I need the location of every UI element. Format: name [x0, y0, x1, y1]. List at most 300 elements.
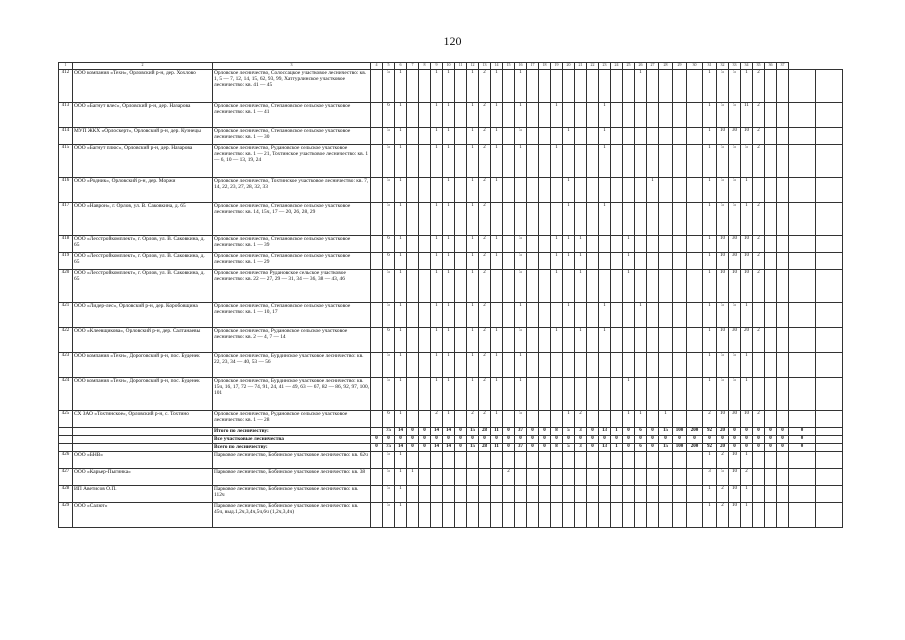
organization-cell: МУП ЖКХ «Орлоскерт», Орловский р-н, дер. Кузнецы [73, 128, 213, 145]
value-cell: 1 [563, 411, 575, 428]
value-cell: 1 [599, 103, 611, 128]
column-number: 18 [539, 63, 551, 70]
value-cell: 0 [467, 436, 479, 444]
value-cell: 5 [563, 428, 575, 436]
value-cell [623, 303, 635, 328]
value-cell [539, 303, 551, 328]
value-cell: 1 [551, 145, 563, 178]
value-cell: 1 [395, 253, 407, 270]
value-cell [407, 70, 419, 103]
value-cell [687, 486, 703, 503]
value-cell: 0 [443, 436, 455, 444]
value-cell [659, 70, 673, 103]
value-cell: 0 [479, 436, 491, 444]
summary-label: Все участковые лесничества [213, 436, 371, 444]
value-cell [551, 469, 563, 486]
value-cell [659, 378, 673, 411]
value-cell [551, 452, 563, 469]
value-cell: 0 [419, 428, 431, 436]
value-cell [623, 353, 635, 378]
value-cell [659, 128, 673, 145]
value-cell: 1 [395, 452, 407, 469]
value-cell [503, 145, 515, 178]
value-cell [551, 353, 563, 378]
value-cell [599, 270, 611, 303]
column-number: 12 [467, 63, 479, 70]
value-cell [419, 270, 431, 303]
value-cell [611, 378, 623, 411]
value-cell [539, 70, 551, 103]
value-cell [753, 486, 765, 503]
value-cell [527, 486, 539, 503]
value-cell [789, 178, 816, 203]
value-cell [765, 253, 777, 270]
value-cell: 0 [635, 436, 647, 444]
value-cell [563, 353, 575, 378]
column-number: 30 [687, 63, 703, 70]
value-cell [407, 411, 419, 428]
value-cell [539, 486, 551, 503]
row-number: 426 [59, 452, 73, 469]
row-number [59, 428, 73, 436]
organization-cell: ООО компания «Техн», Дороговский р-н, пос. Буденек [73, 378, 213, 411]
value-cell: 0 [407, 428, 419, 436]
value-cell: 1 [563, 253, 575, 270]
value-cell [575, 353, 587, 378]
value-cell: 1 [431, 128, 443, 145]
value-cell [789, 303, 816, 328]
value-cell [659, 103, 673, 128]
value-cell [611, 411, 623, 428]
value-cell [789, 503, 816, 528]
value-cell: 1 [395, 178, 407, 203]
value-cell [635, 452, 647, 469]
value-cell [407, 303, 419, 328]
value-cell [407, 378, 419, 411]
value-cell [623, 103, 635, 128]
location-cell: Орловское лесничество, Солоссацкое участковое лесничество: кв. 1, 5 — 7, 12, 14, 15, 62, 93, 99, Хатгурлинское участковое лесничество: кв. 41 — 45 [213, 70, 371, 103]
value-cell [816, 270, 843, 303]
value-cell [527, 253, 539, 270]
column-number: 7 [407, 63, 419, 70]
value-cell: 1 [431, 303, 443, 328]
value-cell: 0 [539, 428, 551, 436]
value-cell: 5 [383, 353, 395, 378]
value-cell: 1 [491, 411, 503, 428]
value-cell [599, 353, 611, 378]
value-cell: 30 [729, 128, 741, 145]
value-cell [575, 486, 587, 503]
value-cell [539, 452, 551, 469]
value-cell [419, 486, 431, 503]
organization-cell: ООО «Карьер-Пыгинка» [73, 469, 213, 486]
value-cell: 37 [515, 428, 527, 436]
value-cell [659, 236, 673, 253]
value-cell: 1 [467, 128, 479, 145]
value-cell: 1 [635, 70, 647, 103]
value-cell [673, 411, 687, 428]
value-cell: 0 [777, 444, 789, 452]
value-cell: 1 [395, 469, 407, 486]
value-cell: 2 [753, 236, 765, 253]
value-cell: 5 [515, 328, 527, 353]
value-cell: 1 [575, 270, 587, 303]
row-number: 427 [59, 469, 73, 486]
value-cell: 0 [789, 436, 816, 444]
row-number: 420 [59, 270, 73, 303]
value-cell [503, 303, 515, 328]
value-cell [659, 178, 673, 203]
value-cell: 0 [717, 436, 729, 444]
organization-cell: ООО компания «Техн», Орловский р-н, дер. Хохлово [73, 70, 213, 103]
value-cell [527, 378, 539, 411]
value-cell: 10 [741, 411, 753, 428]
value-cell: 15 [659, 428, 673, 436]
value-cell [503, 103, 515, 128]
value-cell: 0 [491, 436, 503, 444]
value-cell: 0 [371, 436, 383, 444]
value-cell [587, 70, 599, 103]
value-cell [687, 178, 703, 203]
column-number: 26 [635, 63, 647, 70]
value-cell [777, 328, 789, 353]
value-cell [431, 452, 443, 469]
value-cell [575, 503, 587, 528]
value-cell: 2 [753, 270, 765, 303]
value-cell [467, 452, 479, 469]
column-number: 21 [575, 63, 587, 70]
value-cell [635, 128, 647, 145]
value-cell [539, 236, 551, 253]
value-cell: 0 [587, 436, 599, 444]
value-cell: 0 [539, 436, 551, 444]
table-row [59, 253, 843, 270]
value-cell [765, 70, 777, 103]
value-cell: 1 [659, 411, 673, 428]
value-cell [515, 486, 527, 503]
value-cell [503, 128, 515, 145]
location-cell: Орловское лесничество, Рудановское сельское участковое лесничество: кв. 2 — 4, 7 — 14 [213, 328, 371, 353]
column-number: 11 [455, 63, 467, 70]
value-cell [539, 411, 551, 428]
table-row [59, 503, 843, 528]
value-cell [455, 145, 467, 178]
value-cell: 0 [431, 436, 443, 444]
value-cell [455, 411, 467, 428]
value-cell [789, 469, 816, 486]
column-number: 25 [623, 63, 635, 70]
column-number: 14 [491, 63, 503, 70]
value-cell [563, 486, 575, 503]
value-cell: 5 [717, 203, 729, 236]
value-cell [539, 203, 551, 236]
value-cell [539, 353, 551, 378]
value-cell: 1 [623, 411, 635, 428]
value-cell: 0 [659, 436, 673, 444]
value-cell: 0 [729, 444, 741, 452]
value-cell: 1 [599, 145, 611, 178]
value-cell [455, 270, 467, 303]
value-cell: 5 [729, 353, 741, 378]
value-cell [371, 428, 383, 436]
column-number: 24 [611, 63, 623, 70]
value-cell [551, 503, 563, 528]
value-cell: 0 [611, 436, 623, 444]
value-cell [455, 353, 467, 378]
value-cell: 1 [599, 203, 611, 236]
value-cell [623, 145, 635, 178]
value-cell [527, 178, 539, 203]
value-cell: 1 [551, 328, 563, 353]
value-cell [687, 411, 703, 428]
column-number: 3 [213, 63, 371, 70]
value-cell [371, 203, 383, 236]
value-cell: 92 [703, 444, 717, 452]
value-cell: 0 [587, 428, 599, 436]
value-cell [419, 378, 431, 411]
value-cell [455, 328, 467, 353]
value-cell [777, 145, 789, 178]
value-cell [407, 353, 419, 378]
value-cell: 30 [729, 253, 741, 270]
value-cell: 20 [717, 428, 729, 436]
value-cell: 1 [467, 328, 479, 353]
value-cell: 1 [443, 128, 455, 145]
value-cell: 0 [673, 436, 687, 444]
value-cell [455, 203, 467, 236]
value-cell: 2 [753, 328, 765, 353]
value-cell [419, 103, 431, 128]
value-cell [687, 469, 703, 486]
value-cell: 0 [455, 436, 467, 444]
value-cell [491, 270, 503, 303]
value-cell: 0 [647, 428, 659, 436]
value-cell [635, 270, 647, 303]
value-cell [575, 469, 587, 486]
value-cell [527, 411, 539, 428]
value-cell [687, 103, 703, 128]
value-cell: 1 [551, 253, 563, 270]
value-cell [587, 236, 599, 253]
value-cell: 2 [753, 128, 765, 145]
location-cell: Орловское лесничество, Степановское сельское участковое лесничество: кв. 1 — 10, 17 [213, 303, 371, 328]
organization-cell: ООО «Родник», Орловский р-н, дер. Моржи [73, 178, 213, 203]
value-cell: 0 [539, 444, 551, 452]
value-cell: 2 [479, 203, 491, 236]
value-cell: 6 [383, 411, 395, 428]
value-cell: 1 [515, 70, 527, 103]
column-number: 27 [647, 63, 659, 70]
value-cell: 2 [479, 236, 491, 253]
value-cell [765, 469, 777, 486]
value-cell [503, 486, 515, 503]
value-cell: 2 [753, 253, 765, 270]
location-cell: Парковое лесничество, Бобинское участковое лесничество: кв. 45ч, выд.1,2ч,3,4ч,5ч,6ч (1,2ч,3,4ч) [213, 503, 371, 528]
value-cell [816, 236, 843, 253]
value-cell: 2 [753, 145, 765, 178]
value-cell: 0 [503, 428, 515, 436]
value-cell: 5 [383, 303, 395, 328]
value-cell: 0 [647, 436, 659, 444]
value-cell [816, 444, 843, 452]
value-cell: 1 [443, 378, 455, 411]
value-cell: 1 [443, 145, 455, 178]
value-cell [647, 303, 659, 328]
column-number: 34 [741, 63, 753, 70]
value-cell [503, 178, 515, 203]
value-cell [527, 236, 539, 253]
value-cell: 1 [563, 303, 575, 328]
value-cell [753, 378, 765, 411]
value-cell [587, 353, 599, 378]
value-cell [371, 328, 383, 353]
value-cell: 0 [455, 444, 467, 452]
column-number: 36 [765, 63, 777, 70]
value-cell [816, 436, 843, 444]
row-number: 413 [59, 103, 73, 128]
value-cell [623, 178, 635, 203]
value-cell [599, 178, 611, 203]
value-cell: 1 [741, 353, 753, 378]
value-cell [789, 353, 816, 378]
value-cell: 0 [419, 436, 431, 444]
value-cell [611, 469, 623, 486]
table-row [59, 178, 843, 203]
register-table [58, 62, 843, 528]
value-cell [419, 253, 431, 270]
value-cell: 5 [717, 378, 729, 411]
value-cell [407, 503, 419, 528]
value-cell: 10 [741, 128, 753, 145]
value-cell [587, 303, 599, 328]
value-cell [455, 103, 467, 128]
value-cell: 1 [703, 303, 717, 328]
value-cell [673, 178, 687, 203]
value-cell: 0 [623, 428, 635, 436]
value-cell: 1 [491, 236, 503, 253]
value-cell: 2 [503, 469, 515, 486]
value-cell: 1 [395, 503, 407, 528]
value-cell [455, 70, 467, 103]
value-cell: 10 [717, 270, 729, 303]
value-cell: 1 [467, 253, 479, 270]
value-cell: 0 [765, 444, 777, 452]
value-cell [503, 270, 515, 303]
location-cell: Орловское лесничество, Рудановское сельское участковое лесничество: кв. 1 — 28 [213, 411, 371, 428]
summary-row [59, 428, 843, 436]
value-cell: 5 [383, 145, 395, 178]
value-cell [647, 203, 659, 236]
value-cell [407, 328, 419, 353]
value-cell: 1 [395, 70, 407, 103]
value-cell: 1 [515, 145, 527, 178]
value-cell [623, 128, 635, 145]
value-cell: 5 [383, 203, 395, 236]
value-cell [539, 270, 551, 303]
value-cell: 1 [467, 236, 479, 253]
value-cell: 5 [717, 103, 729, 128]
location-cell: Парковое лесничество, Бобинское участковое лесничество: кв. 112ч [213, 486, 371, 503]
value-cell [777, 178, 789, 203]
organization-cell: ООО «Лесстройкомплект», г. Орлов, ул. В. Саковкина, д. 65 [73, 270, 213, 303]
value-cell: 0 [729, 436, 741, 444]
value-cell [455, 253, 467, 270]
value-cell [611, 178, 623, 203]
value-cell [587, 469, 599, 486]
location-cell: Орловское лесничество, Бурдинское участковое лесничество: кв. 22, 23, 34 — 40, 53 — 56 [213, 353, 371, 378]
value-cell: 5 [717, 70, 729, 103]
value-cell [777, 411, 789, 428]
value-cell [687, 503, 703, 528]
location-cell: Парковое лесничество, Бобинское участковое лесничество: кв. 38 [213, 469, 371, 486]
value-cell [765, 203, 777, 236]
value-cell [407, 178, 419, 203]
value-cell [816, 103, 843, 128]
value-cell: 5 [383, 469, 395, 486]
value-cell [587, 378, 599, 411]
value-cell: 1 [563, 236, 575, 253]
value-cell: 5 [717, 353, 729, 378]
value-cell [371, 128, 383, 145]
value-cell [419, 452, 431, 469]
value-cell [765, 145, 777, 178]
summary-row [59, 444, 843, 452]
value-cell [527, 353, 539, 378]
row-number: 423 [59, 353, 73, 378]
value-cell [371, 353, 383, 378]
value-cell [539, 503, 551, 528]
value-cell: 28 [479, 444, 491, 452]
value-cell [407, 452, 419, 469]
value-cell [623, 452, 635, 469]
value-cell: 1 [575, 236, 587, 253]
value-cell: 0 [753, 444, 765, 452]
column-number: 6 [395, 63, 407, 70]
value-cell [659, 328, 673, 353]
row-number: 421 [59, 303, 73, 328]
value-cell [673, 328, 687, 353]
location-cell: Орловское лесничество, Степановское сельское участковое лесничество: кв. 1 — 30 [213, 128, 371, 145]
value-cell: 14 [443, 444, 455, 452]
value-cell [635, 203, 647, 236]
value-cell [467, 503, 479, 528]
value-cell: 1 [467, 353, 479, 378]
value-cell [789, 103, 816, 128]
value-cell [527, 503, 539, 528]
organization-cell: ООО «Наврон», г. Орлов, ул. В. Саковкина, д. 65 [73, 203, 213, 236]
value-cell: 1 [395, 236, 407, 253]
value-cell: 0 [599, 436, 611, 444]
column-number: 23 [599, 63, 611, 70]
value-cell [587, 503, 599, 528]
column-number: 16 [515, 63, 527, 70]
value-cell [687, 253, 703, 270]
value-cell: 1 [703, 270, 717, 303]
value-cell: 2 [479, 103, 491, 128]
value-cell [687, 128, 703, 145]
value-cell [587, 103, 599, 128]
value-cell [419, 178, 431, 203]
value-cell [419, 70, 431, 103]
table-row [59, 303, 843, 328]
value-cell [491, 469, 503, 486]
value-cell [777, 486, 789, 503]
value-cell [371, 253, 383, 270]
value-cell [611, 328, 623, 353]
page-number: 120 [443, 34, 462, 48]
value-cell [491, 452, 503, 469]
value-cell: 0 [623, 436, 635, 444]
